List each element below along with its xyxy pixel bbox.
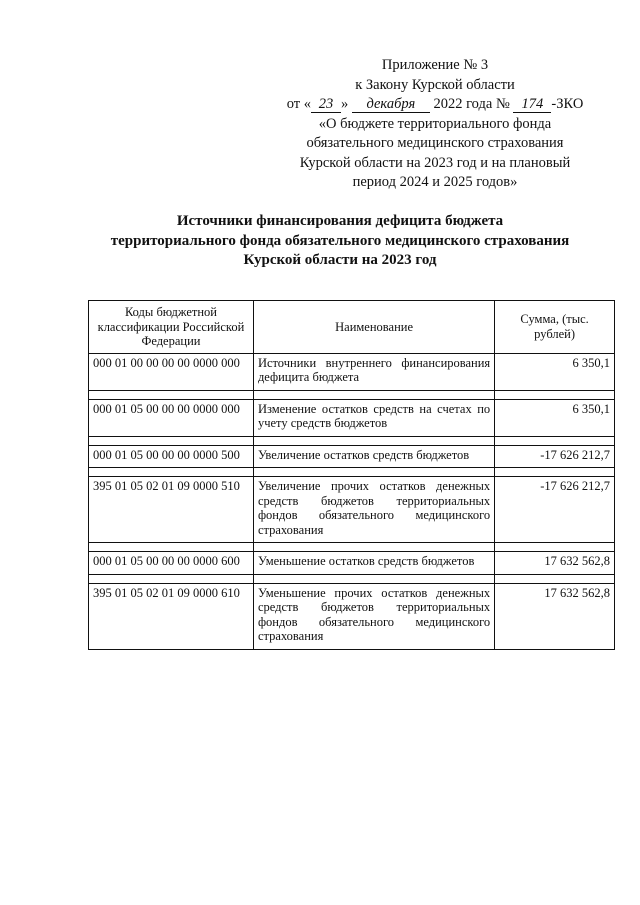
row-code: 395 01 05 02 01 09 0000 610: [89, 583, 254, 649]
date-mid: »: [340, 96, 349, 112]
row-sum: 17 632 562,8: [495, 552, 615, 575]
row-name: Увеличение прочих остатков денежных средств бюджетов территориальных фондов обязательного медицинского страхования: [253, 477, 494, 543]
header-code: Коды бюджетной классификации Российской Федерации: [89, 301, 254, 354]
law-number-suffix: -ЗКО: [551, 96, 584, 112]
appendix-date-line: [270, 95, 600, 115]
row-code: 000 01 05 00 00 00 0000 600: [89, 552, 254, 575]
row-sum: -17 626 212,7: [495, 445, 615, 468]
title-line-1: Источники финансирования дефицита бюджета: [176, 213, 504, 229]
table-row: [89, 477, 615, 543]
appendix-law-ref: к Закону Курской области: [355, 76, 515, 93]
table-spacer: [89, 543, 615, 552]
row-code: 395 01 05 02 01 09 0000 510: [89, 477, 254, 543]
date-year: 2022 года №: [433, 96, 510, 112]
row-name: Изменение остатков средств на счетах по учету средств бюджетов: [253, 399, 494, 436]
financing-sources-table: [88, 300, 615, 650]
row-sum: -17 626 212,7: [495, 477, 615, 543]
appendix-number: Приложение № 3: [381, 57, 489, 73]
law-number: 174: [513, 97, 551, 113]
table-spacer: [89, 436, 615, 445]
date-month: декабря: [352, 97, 430, 113]
table-row: [89, 583, 615, 649]
header-name: Наименование: [253, 301, 494, 354]
table-spacer: [89, 468, 615, 477]
title-line-2: территориального фонда обязательного медицинского страхования: [110, 232, 570, 249]
row-sum: 17 632 562,8: [495, 583, 615, 649]
document-title: [60, 212, 620, 271]
table-row: [89, 399, 615, 436]
table-row: [89, 445, 615, 468]
row-name: Уменьшение остатков средств бюджетов: [253, 552, 494, 575]
row-code: 000 01 05 00 00 00 0000 500: [89, 445, 254, 468]
row-code: 000 01 00 00 00 00 0000 000: [89, 353, 254, 390]
title-line-3: Курской области на 2023 год: [243, 252, 437, 268]
table-spacer: [89, 390, 615, 399]
table-header-row: [89, 301, 615, 354]
row-code: 000 01 05 00 00 00 0000 000: [89, 399, 254, 436]
table-row: [89, 552, 615, 575]
law-title-2: обязательного медицинского страхования: [306, 135, 564, 151]
table-spacer: [89, 574, 615, 583]
law-title-4: период 2024 и 2025 годов»: [352, 174, 518, 190]
law-title-3: Курской области на 2023 год и на плановый: [299, 154, 571, 171]
row-name: Увеличение остатков средств бюджетов: [253, 445, 494, 468]
row-sum: 6 350,1: [495, 353, 615, 390]
row-name: Источники внутреннего финансирования дефицита бюджета: [253, 353, 494, 390]
date-day: 23: [311, 97, 341, 113]
header-sum: Сумма, (тыс. рублей): [495, 301, 615, 354]
appendix-header: [270, 56, 600, 193]
law-title-1: «О бюджете территориального фонда: [318, 115, 552, 132]
row-sum: 6 350,1: [495, 399, 615, 436]
row-name: Уменьшение прочих остатков денежных средств бюджетов территориальных фондов обязательного медицинского страхования: [253, 583, 494, 649]
table-row: [89, 353, 615, 390]
date-prefix: от «: [286, 96, 311, 112]
